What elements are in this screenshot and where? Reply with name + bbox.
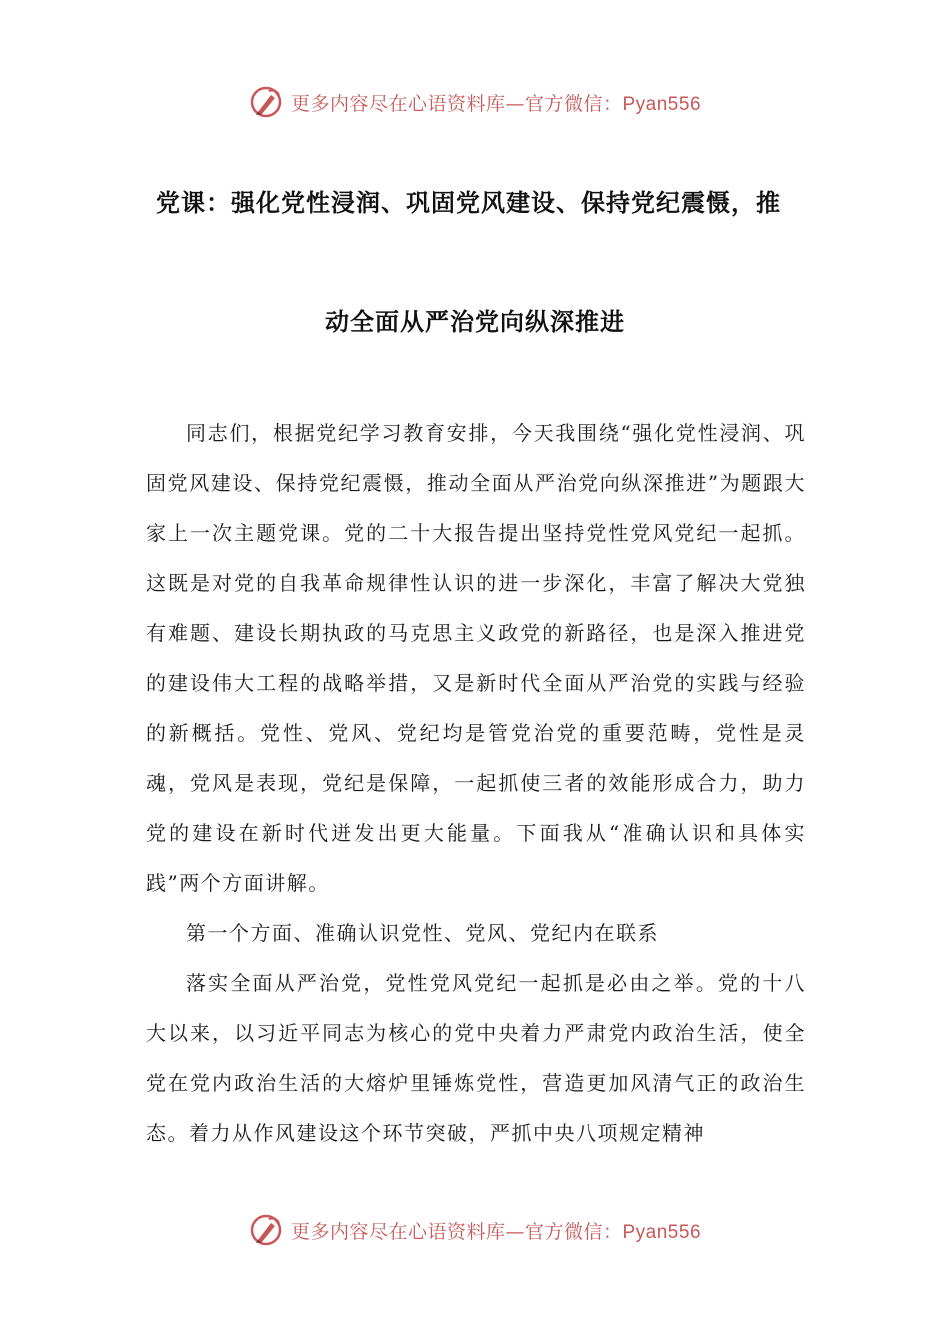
banner-text (291, 1217, 701, 1244)
pen-logo-icon (249, 85, 283, 119)
document-body (146, 408, 806, 1158)
section-heading: 第一个方面、准确认识党性、党风、党纪内在联系 (186, 921, 659, 945)
document-title-line-2: 动全面从严治党向纵深推进 (325, 308, 625, 336)
header-banner (0, 82, 950, 122)
banner-label: 更多内容尽在心语资料库—官方微信： (290, 92, 623, 115)
paragraph-section-1: 落实全面从严治党，党性党风党纪一起抓是必由之举。党的十八大以来，以习近平同志为核心的党中央着力严肃党内政治生活，使全党在党内政治生活的大熔炉里锤炼党性，营造更加风清气正的政治生态。着力从作风建设这个环节突破，严抓中央八项规定精神 (146, 971, 806, 1145)
banner-label: 更多内容尽在心语资料库—官方微信： (290, 1220, 623, 1243)
footer-banner (0, 1210, 950, 1250)
pen-logo-icon (249, 1213, 283, 1247)
wechat-account: Pyan556 (622, 93, 702, 115)
document-title-line-1: 党课：强化党性浸润、巩固党风建设、保持党纪震慑，推 (156, 189, 781, 217)
wechat-account: Pyan556 (622, 1221, 702, 1243)
paragraph-intro: 同志们，根据党纪学习教育安排，今天我围绕“强化党性浸润、巩固党风建设、保持党纪震慑，推动全面从严治党向纵深推进”为题跟大家上一次主题党课。党的二十大报告提出坚持党性党风党纪一起抓。这既是对党的自我革命规律性认识的进一步深化，丰富了解决大党独有难题、建设长期执政的马克思主义政党的新路径，也是深入推进党的建设伟大工程的战略举措，又是新时代全面从严治党的实践与经验的新概括。党性、党风、党纪均是管党治党的重要范畴，党性是灵魂，党风是表现，党纪是保障，一起抓使三者的效能形成合力，助力党的建设在新时代迸发出更大能量。下面我从“准确认识和具体实践”两个方面讲解。 (146, 421, 806, 895)
banner-text (291, 89, 701, 116)
